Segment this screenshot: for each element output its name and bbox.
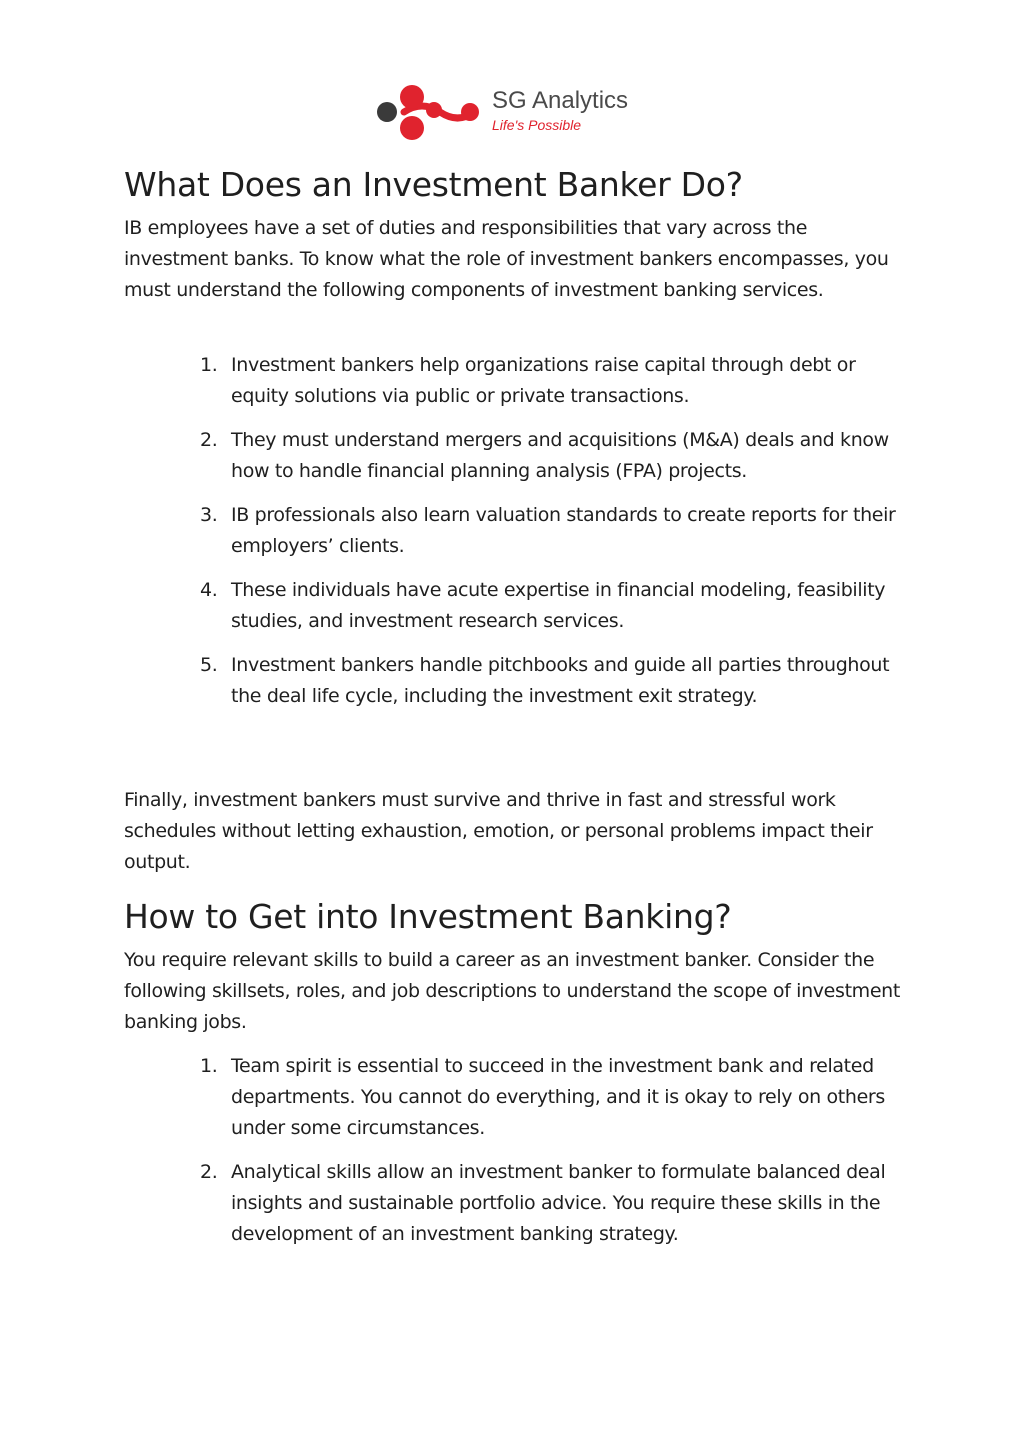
list-number: 5. — [200, 654, 218, 676]
list-item-text: IB professionals also learn valuation standards to create reports for their employers’ clients. — [231, 504, 896, 557]
section1-list — [124, 350, 914, 725]
list-number: 2. — [200, 429, 218, 451]
list-item-text: Investment bankers handle pitchbooks and guide all parties throughout the deal life cycle, including the investment exit strategy. — [231, 654, 890, 707]
list-item-text: They must understand mergers and acquisitions (M&A) deals and know how to handle financial planning analysis (FPA) projects. — [231, 429, 889, 482]
list-item — [124, 500, 914, 562]
section1-closing: Finally, investment bankers must survive and thrive in fast and stressful work schedules without letting exhaustion, emotion, or personal problems impact their output. — [124, 789, 873, 873]
list-item — [124, 350, 914, 412]
list-item-text: Investment bankers help organizations raise capital through debt or equity solutions via public or private transactions. — [231, 354, 856, 407]
list-number: 2. — [200, 1161, 218, 1183]
list-number: 4. — [200, 579, 218, 601]
list-number: 1. — [200, 1055, 218, 1077]
list-number: 1. — [200, 354, 218, 376]
logo-mark-icon — [374, 70, 492, 152]
sg-analytics-logo — [374, 70, 666, 152]
list-item — [124, 1157, 914, 1250]
list-item — [124, 575, 914, 637]
section1-heading: What Does an Investment Banker Do? — [124, 165, 743, 204]
list-item — [124, 425, 914, 487]
list-item-text: Team spirit is essential to succeed in the investment bank and related departments. You cannot do everything, and it is okay to rely on others under some circumstances. — [231, 1055, 885, 1139]
section2-list — [124, 1051, 914, 1263]
section1-intro: IB employees have a set of duties and responsibilities that vary across the investment banks. To know what the role of investment bankers encompasses, you must understand the following components of investment banking services. — [124, 217, 889, 301]
logo-tagline: Life's Possible — [492, 117, 582, 133]
list-item — [124, 650, 914, 712]
list-item-text: Analytical skills allow an investment banker to formulate balanced deal insights and sustainable portfolio advice. You require these skills in the development of an investment banking strategy. — [231, 1161, 886, 1245]
logo-name: SG Analytics — [492, 87, 629, 114]
section2-heading: How to Get into Investment Banking? — [124, 897, 732, 936]
list-number: 3. — [200, 504, 218, 526]
list-item — [124, 1051, 914, 1144]
section2-intro: You require relevant skills to build a career as an investment banker. Consider the following skillsets, roles, and job descriptions to understand the scope of investment banking jobs. — [124, 949, 900, 1033]
list-item-text: These individuals have acute expertise in financial modeling, feasibility studies, and investment research services. — [231, 579, 886, 632]
